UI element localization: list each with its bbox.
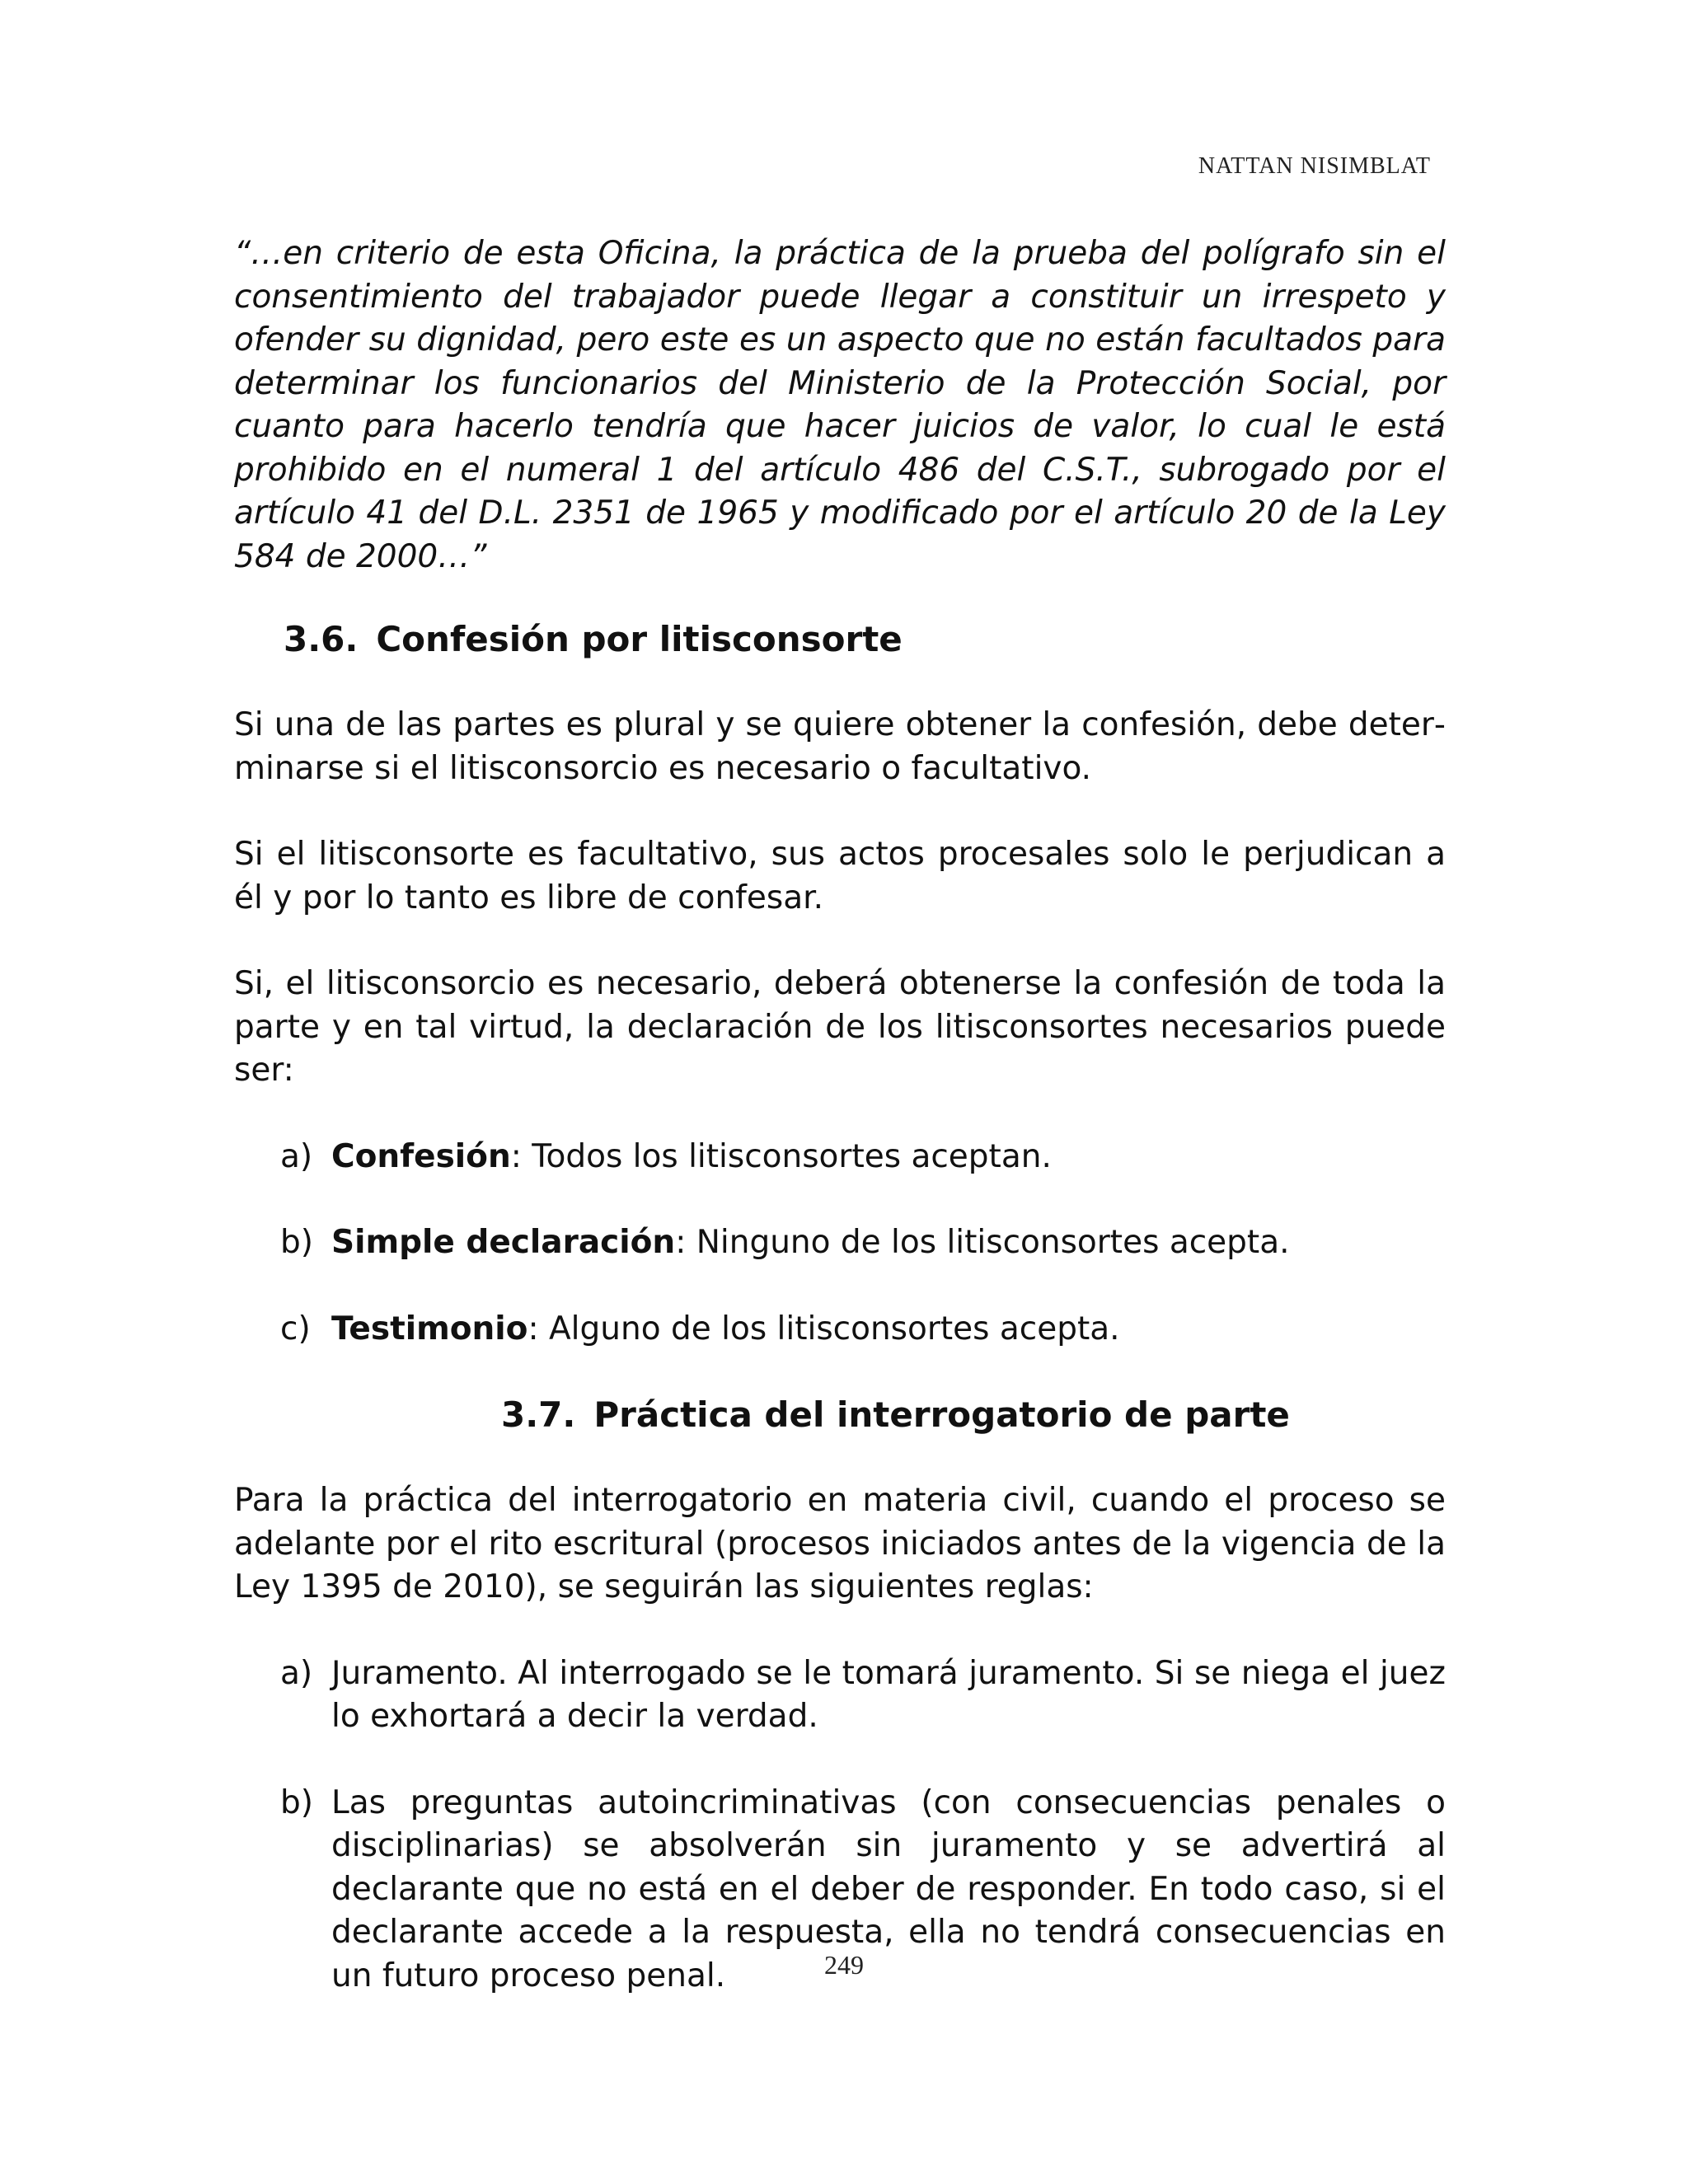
section-title: Confesión por litisconsorte bbox=[376, 619, 903, 659]
section-number: 3.6. bbox=[284, 619, 359, 659]
section-heading-3-7 bbox=[234, 1394, 1446, 1436]
list-item bbox=[234, 1652, 1446, 1739]
list-text: Juramento. Al interrogado se le tomará juramento. Si se niega el juez lo exhortará a decir la verdad. bbox=[331, 1654, 1446, 1735]
list-text: : Ninguno de los litisconsortes acepta. bbox=[675, 1224, 1290, 1261]
list-item bbox=[234, 1221, 1446, 1265]
list-marker: b) bbox=[280, 1783, 313, 1821]
list-text: Las preguntas autoincriminativas (con consecuencias penales o disciplinarias) se absolverán sin juramento y se advertirá al declarante que no está en el deber de responder. En todo caso, si el declarante accede a la respuesta, ella no tendrá consecuencias en un futuro proceso penal. bbox=[331, 1783, 1446, 1994]
section-number: 3.7. bbox=[501, 1394, 576, 1435]
running-head: NATTAN NISIMBLAT bbox=[1198, 153, 1431, 179]
list-text: : Alguno de los litisconsortes acepta. bbox=[528, 1310, 1120, 1347]
section-title: Práctica del interrogatorio de parte bbox=[593, 1394, 1290, 1435]
list-marker: a) bbox=[280, 1654, 313, 1692]
paragraph: Para la práctica del interrogatorio en materia civil, cuando el proceso se adelante por el rito escritural (procesos iniciados antes de la vigencia de la Ley 1395 de 2010), se seguirán las siguientes reglas: bbox=[234, 1482, 1446, 1605]
litisconsorte-list bbox=[234, 1136, 1446, 1352]
section-heading-3-6 bbox=[234, 618, 1446, 661]
list-marker: a) bbox=[280, 1137, 313, 1175]
list-term: Confesión bbox=[331, 1137, 511, 1175]
list-marker: c) bbox=[280, 1310, 311, 1347]
paragraph: Si, el litisconsorcio es necesario, deberá obtenerse la confesión de toda la parte y en tal virtud, la declaración de los litisconsortes necesarios puede ser: bbox=[234, 965, 1446, 1089]
list-term: Simple declaración bbox=[331, 1224, 676, 1261]
list-item bbox=[234, 1136, 1446, 1179]
page-body bbox=[234, 232, 1446, 2041]
list-item bbox=[234, 1308, 1446, 1352]
paragraph: Si el litisconsorte es facultativo, sus actos procesales solo le perjudican a él y por lo tanto es libre de confesar. bbox=[234, 836, 1446, 916]
block-quote: “…en criterio de esta Oficina, la práctica de la prueba del polígrafo sin el consentimiento del trabajador puede llegar a constituir un irrespeto y ofender su dignidad, pero este es un aspecto que no están facultados para determinar los funcionarios del Ministerio de la Protección Social, por cuanto para hacerlo tendría que hacer juicios de valor, lo cual le está prohibido en el numeral 1 del artículo 486 del C.S.T., subrogado por el artículo 41 del D.L. 2351 de 1965 y modificado por el artículo 20 de la Ley 584 de 2000…” bbox=[234, 235, 1446, 575]
list-marker: b) bbox=[280, 1224, 313, 1261]
page-number: 249 bbox=[824, 1950, 864, 1980]
rules-list bbox=[234, 1652, 1446, 1999]
list-text: : Todos los litisconsortes aceptan. bbox=[510, 1137, 1052, 1175]
paragraph: Si una de las partes es plural y se quiere obtener la confesión, debe determinarse si el litisconsorcio es necesario o facultativo. bbox=[234, 706, 1446, 787]
list-term: Testimonio bbox=[331, 1310, 528, 1347]
